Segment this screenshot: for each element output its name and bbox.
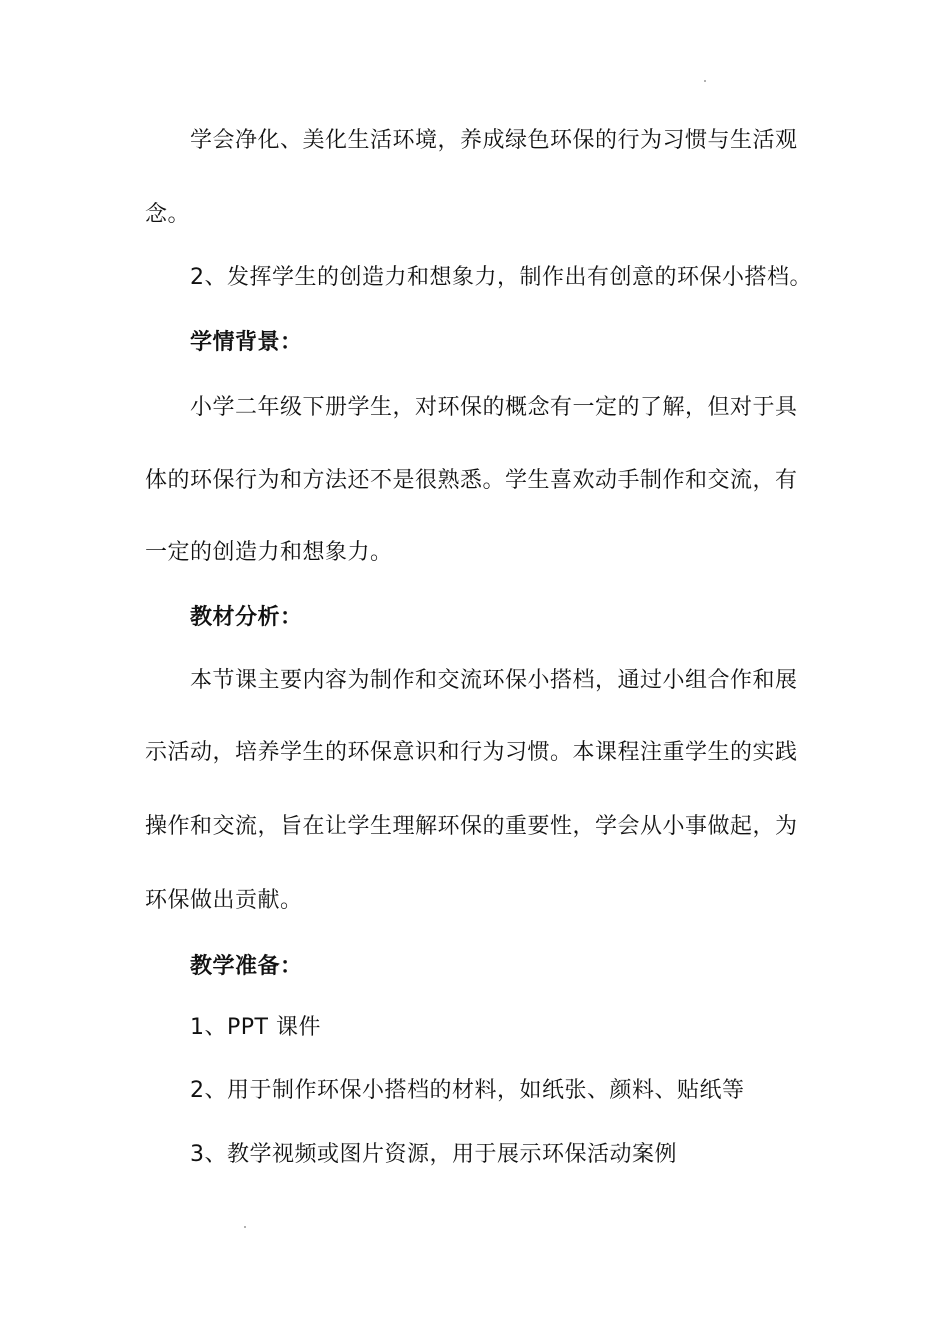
list-item: 1、PPT 课件 — [190, 1015, 321, 1040]
list-item: 3、教学视频或图片资源，用于展示环保活动案例 — [190, 1142, 677, 1167]
section-heading-background: 学情背景： — [190, 330, 303, 355]
paragraph-line: 本节课主要内容为制作和交流环保小搭档，通过小组合作和展 — [190, 668, 798, 693]
paragraph-line: 操作和交流，旨在让学生理解环保的重要性，学会从小事做起，为 — [145, 814, 798, 839]
paragraph-line: 示活动，培养学生的环保意识和行为习惯。本课程注重学生的实践 — [145, 740, 798, 765]
scan-mark-top — [704, 80, 706, 82]
scan-mark-bottom — [244, 1226, 246, 1228]
list-item: 2、用于制作环保小搭档的材料，如纸张、颜料、贴纸等 — [190, 1078, 745, 1103]
goal-item: 2、发挥学生的创造力和想象力，制作出有创意的环保小搭档。 — [190, 265, 812, 290]
section-heading-analysis: 教材分析： — [190, 605, 303, 630]
paragraph-line: 学会净化、美化生活环境，养成绿色环保的行为习惯与生活观 — [190, 128, 798, 153]
paragraph-line: 一定的创造力和想象力。 — [145, 540, 393, 565]
paragraph-line: 小学二年级下册学生，对环保的概念有一定的了解，但对于具 — [190, 395, 798, 420]
section-heading-preparation: 教学准备： — [190, 954, 303, 979]
paragraph-line: 环保做出贡献。 — [145, 888, 303, 913]
paragraph-line: 体的环保行为和方法还不是很熟悉。学生喜欢动手制作和交流，有 — [145, 468, 798, 493]
paragraph-line: 念。 — [145, 202, 191, 227]
